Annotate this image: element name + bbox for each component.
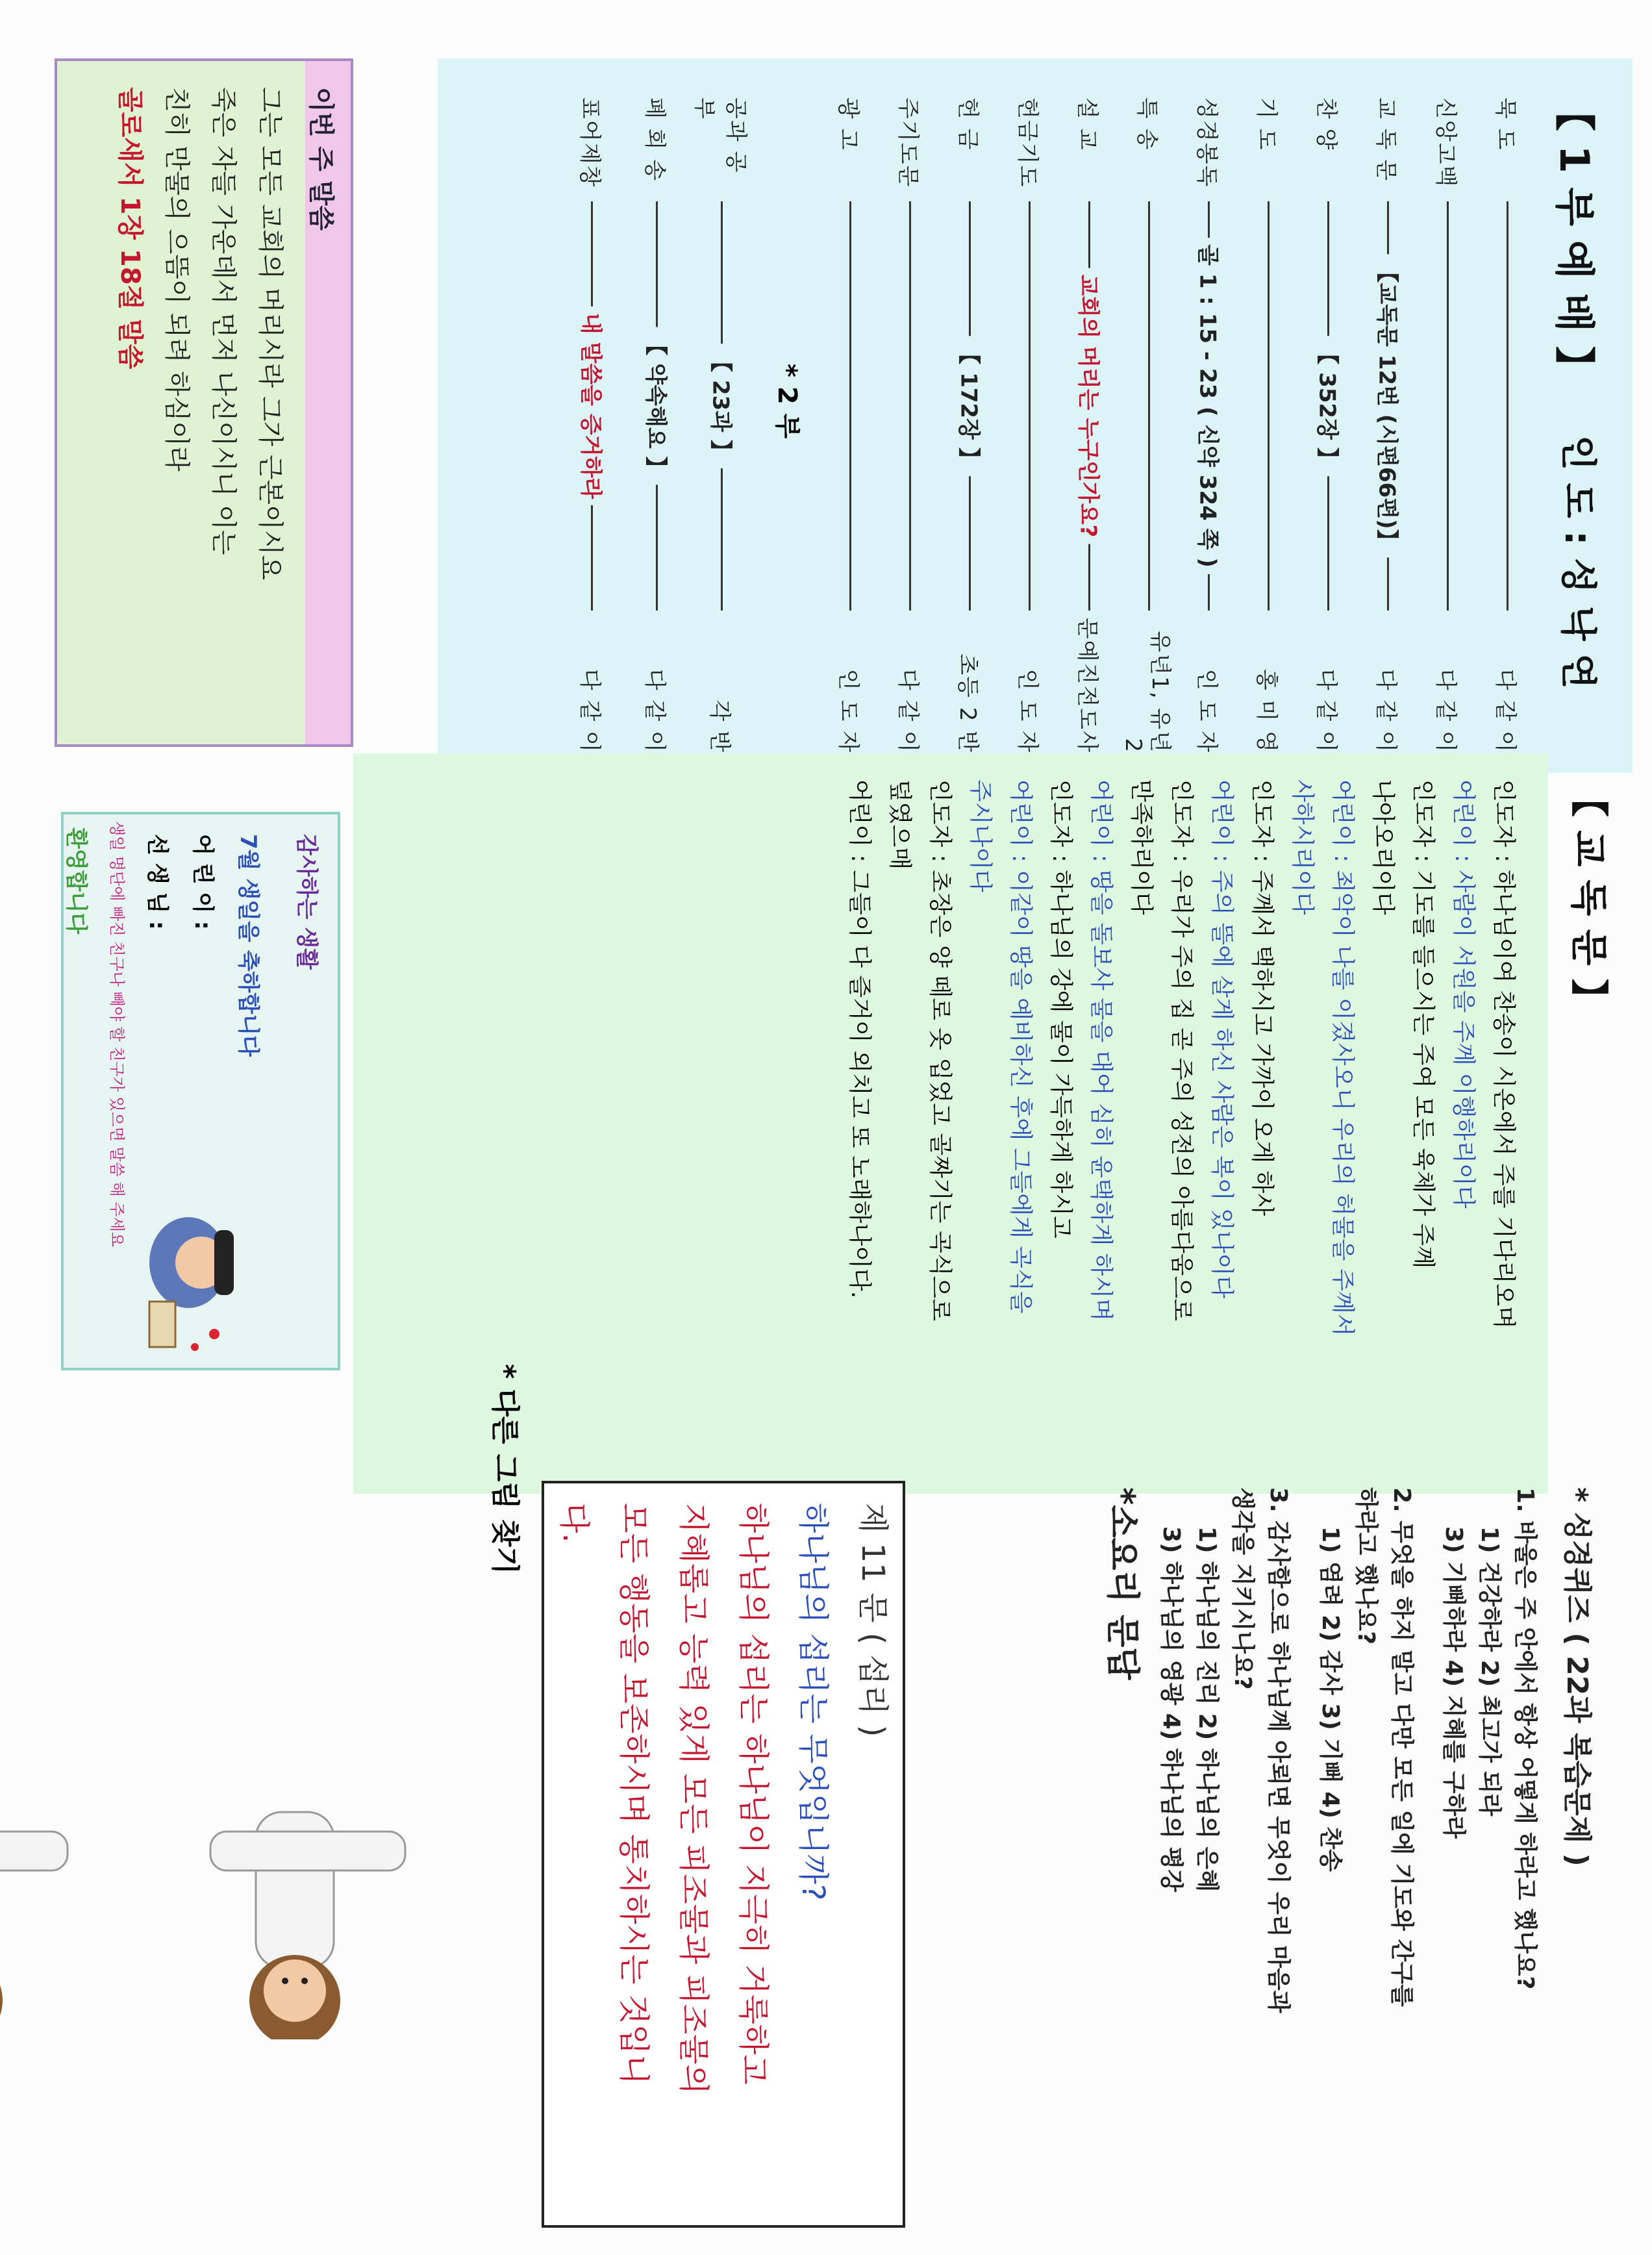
thanks-title: 감사하는 생활 bbox=[294, 834, 319, 970]
reading-line: 어린이 : 주의 뜰에 살게 하신 사람은 복이 있나이다 bbox=[1208, 779, 1235, 1299]
reading-line: 주시나이다 bbox=[967, 779, 994, 892]
order-leader-line bbox=[956, 201, 982, 611]
reading-line: 사하시리이다 bbox=[1289, 779, 1316, 915]
catechism-question: 하나님의 섭리는 무엇입니까? bbox=[795, 1503, 831, 1901]
order-leader-line bbox=[1374, 201, 1400, 611]
order-leader: 초등 2 반 bbox=[955, 653, 981, 753]
catechism-answer-1: 하나님의 섭리는 하나님이 지극히 거룩하고 bbox=[735, 1503, 771, 2085]
order-leader: 다 같 이 bbox=[1433, 668, 1459, 753]
order-row bbox=[823, 97, 878, 753]
order-row bbox=[1122, 97, 1177, 753]
reading-line: 인도자 : 하나님의 강에 물이 가득하게 하시고 bbox=[1047, 779, 1074, 1239]
quiz-q1-options-a: 1) 건강하라 2) 최고가 되라 bbox=[1476, 1526, 1503, 1817]
order-leader: 인 도 자 bbox=[1014, 668, 1041, 753]
order-row bbox=[1242, 97, 1296, 753]
part2-row bbox=[565, 97, 620, 753]
order-row bbox=[1481, 97, 1535, 753]
order-row bbox=[943, 97, 997, 753]
welcome-text: 환영합니다 bbox=[63, 827, 89, 935]
quiz-q1-options-b: 3) 기뻐하라 4) 지혜를 구하라 bbox=[1440, 1526, 1467, 1839]
order-row bbox=[1421, 97, 1475, 753]
reading-line: 인도자 : 하나님이여 찬송이 시온에서 주를 기다리오며 bbox=[1490, 779, 1517, 1329]
order-leader: 인 도 자 bbox=[835, 668, 862, 753]
order-leader: 유년1, 유년2 bbox=[1120, 631, 1173, 753]
spot-difference-caption: * 다른 그림 찾기 bbox=[488, 1364, 521, 1574]
part2-leader-line bbox=[643, 201, 669, 611]
order-row bbox=[1003, 97, 1057, 753]
order-leader-line bbox=[1029, 201, 1031, 611]
part2-leader: 다 같 이 bbox=[577, 668, 603, 753]
quiz-q3-options-a: 1) 하나님의 진리 2) 하나님의 은혜 bbox=[1194, 1526, 1220, 1892]
part2-row bbox=[630, 97, 684, 753]
order-label: 설 교 bbox=[1074, 97, 1101, 151]
reading-line: 인도자 : 기도를 들으시는 주여 모든 육체가 주께 bbox=[1410, 779, 1436, 1268]
worship-leader: 인 도 : 성 낙 연 bbox=[1557, 435, 1599, 689]
weekly-verse-title: 이번 주 말씀 bbox=[305, 61, 351, 744]
order-label: 광 고 bbox=[835, 97, 862, 151]
order-item: 【교독문 12번 (시편66편)】 bbox=[1373, 254, 1405, 557]
responsive-reading-header: 【 교 독 문 】 bbox=[1567, 779, 1611, 1016]
jesus-figure-3 bbox=[204, 1806, 418, 2039]
part2-leader-line bbox=[708, 201, 734, 611]
part2-leader: 각 반 bbox=[707, 699, 733, 753]
order-leader-line bbox=[1447, 201, 1449, 611]
order-row bbox=[1062, 97, 1117, 753]
order-row bbox=[1182, 97, 1236, 753]
quiz-q2: 2. 무엇을 하지 말고 다만 모든 일에 기도와 간구를 bbox=[1388, 1487, 1415, 2007]
reading-line: 인도자 : 우리가 주의 집 곧 주의 성전의 아름다움으로 bbox=[1168, 779, 1195, 1321]
order-label: 헌금기도 bbox=[1014, 97, 1041, 188]
reading-line: 인도자 : 주께서 택하시고 가까이 오게 하사 bbox=[1249, 779, 1275, 1216]
verse-reference: 골로새서 1장 18절 말씀 bbox=[115, 87, 145, 370]
cake-girl-illustration bbox=[130, 1204, 240, 1360]
catechism-box bbox=[542, 1481, 905, 2228]
catechism-answer-2: 지혜롭고 능력 있게 모든 피조물과 피조물의 bbox=[675, 1503, 712, 2095]
reading-line: 어린이 : 죄악이 나를 이겼사오니 우리의 허물을 주께서 bbox=[1329, 779, 1356, 1337]
order-leader: 다 같 이 bbox=[1313, 668, 1340, 753]
order-leader: 다 같 이 bbox=[1373, 668, 1399, 753]
order-label: 교 독 문 bbox=[1373, 97, 1399, 183]
order-label: 신앙고백 bbox=[1433, 97, 1459, 188]
part2-row bbox=[691, 97, 749, 753]
birthday-children: 어 린 이 : bbox=[190, 834, 216, 930]
order-leader-line bbox=[850, 201, 852, 611]
responsive-reading-panel bbox=[353, 753, 1611, 1494]
birthday-heading: 7월 생일을 축하합니다 bbox=[235, 834, 261, 1057]
worship-header: 【 1 부 예 배 】 bbox=[1551, 91, 1598, 386]
verse-line-3: 친히 만물의 으뜸이 되려 하심이라 bbox=[162, 87, 192, 472]
part2-leader: 다 같 이 bbox=[642, 668, 668, 753]
part2-label: 표어제창 bbox=[577, 97, 603, 188]
quiz-q2-cont: 하라고 했나요? bbox=[1353, 1487, 1379, 1645]
order-leader: 홍 미 영 bbox=[1253, 668, 1280, 753]
order-leader: 인 도 자 bbox=[1194, 668, 1220, 753]
order-row bbox=[1361, 97, 1416, 753]
quiz-q2-options: 1) 염려 2) 감사 3) 기뻐 4) 찬송 bbox=[1317, 1526, 1344, 1872]
thanks-box bbox=[61, 812, 340, 1370]
order-leader-line bbox=[1149, 201, 1151, 611]
order-leader-line bbox=[1314, 201, 1340, 611]
reading-line: 나아오리이다 bbox=[1370, 779, 1396, 915]
order-label: 기 도 bbox=[1253, 97, 1280, 151]
order-item: 골 1 : 15 - 23 ( 신약 324 쪽 ) bbox=[1194, 238, 1226, 574]
part2-heading: * 2 부 bbox=[772, 364, 802, 439]
catechism-title: 제 11 문 ( 섭리 ) bbox=[855, 1503, 891, 1737]
order-label: 찬 양 bbox=[1313, 97, 1340, 151]
reading-line: 만족하리이다 bbox=[1128, 779, 1155, 915]
catechism-answer-3: 모든 행동을 보존하시며 통치하시는 것입니 bbox=[616, 1503, 652, 2085]
catechism-label: *소요리 문답 bbox=[1103, 1487, 1142, 1680]
order-item: 【 172장 】 bbox=[955, 336, 987, 476]
part2-label: 공과 공부 bbox=[691, 97, 749, 174]
verse-line-2: 죽은 자들 가운데서 먼저 나신이시니 이는 bbox=[208, 87, 238, 555]
order-row bbox=[1301, 97, 1356, 753]
jesus-figure-2 bbox=[0, 1806, 81, 2039]
part2-label: 폐 회 송 bbox=[642, 97, 668, 183]
worship-order-panel bbox=[438, 58, 1633, 773]
birthday-note: 생일 명단에 빠진 친구나 빼야 할 친구가 있으면 말씀 해 주세요 bbox=[108, 821, 126, 1247]
order-label: 특 송 bbox=[1134, 97, 1160, 151]
quiz-q3-cont: 생각을 지키시나요? bbox=[1229, 1487, 1256, 1690]
order-label: 주기도문 bbox=[895, 97, 921, 188]
order-item: 【 352장 】 bbox=[1314, 336, 1345, 476]
verse-line-1: 그는 모든 교회의 머리시라 그가 근본이시요 bbox=[255, 87, 285, 581]
order-label: 성경봉독 bbox=[1194, 97, 1220, 188]
order-leader: 다 같 이 bbox=[895, 668, 921, 753]
quiz-q3: 3. 감사함으로 하나님께 아뢰면 무엇이 우리 마음과 bbox=[1265, 1487, 1292, 2013]
reading-line: 덮였으매 bbox=[886, 779, 913, 870]
order-item: 교회의 머리는 누구인가요? bbox=[1075, 268, 1107, 544]
order-leader: 문예진전도사 bbox=[1074, 617, 1101, 753]
weekly-verse-box bbox=[55, 58, 353, 747]
reading-line: 어린이 : 이같이 땅을 예비하신 후에 그들에게 곡식을 bbox=[1007, 779, 1034, 1314]
order-leader-line bbox=[1268, 201, 1270, 611]
order-leader-line bbox=[1075, 201, 1101, 611]
order-leader: 다 같 이 bbox=[1492, 668, 1519, 753]
part2-item: 【 23과 】 bbox=[707, 344, 739, 468]
part2-item: 【 약속해요 】 bbox=[642, 327, 674, 485]
order-label: 헌 금 bbox=[955, 97, 981, 151]
reading-line: 어린이 : 그들이 다 즐거이 외치고 또 노래하나이다. bbox=[846, 779, 873, 1299]
part2-item: 내 말씀을 증거하라 bbox=[577, 307, 609, 505]
order-row bbox=[883, 97, 938, 753]
order-leader-line bbox=[910, 201, 912, 611]
order-leader-line bbox=[1195, 201, 1221, 611]
quiz-q3-options-b: 3) 하나님의 영광 4) 하나님의 평강 bbox=[1158, 1526, 1184, 1892]
order-leader-line bbox=[1507, 201, 1509, 611]
reading-line: 어린이 : 땅을 돌보사 물을 대어 심히 윤택하게 하시며 bbox=[1088, 779, 1114, 1321]
catechism-answer-4: 다. bbox=[556, 1503, 592, 1543]
birthday-teachers: 선 생 님 : bbox=[144, 834, 170, 930]
quiz-title: * 성경퀴즈 ( 22과 복습문제 ) bbox=[1560, 1487, 1594, 1867]
order-label: 묵 도 bbox=[1492, 97, 1519, 151]
reading-line: 어린이 : 사람이 서원을 주께 이행하리이다 bbox=[1450, 779, 1477, 1209]
quiz-q1: 1. 바울은 주 안에서 항상 어떻게 하라고 했나요? bbox=[1512, 1487, 1538, 1990]
reading-line: 인도자 : 초장은 양 떼로 옷 입었고 골짜기는 곡식으로 bbox=[927, 779, 953, 1321]
part2-leader-line bbox=[578, 201, 604, 611]
